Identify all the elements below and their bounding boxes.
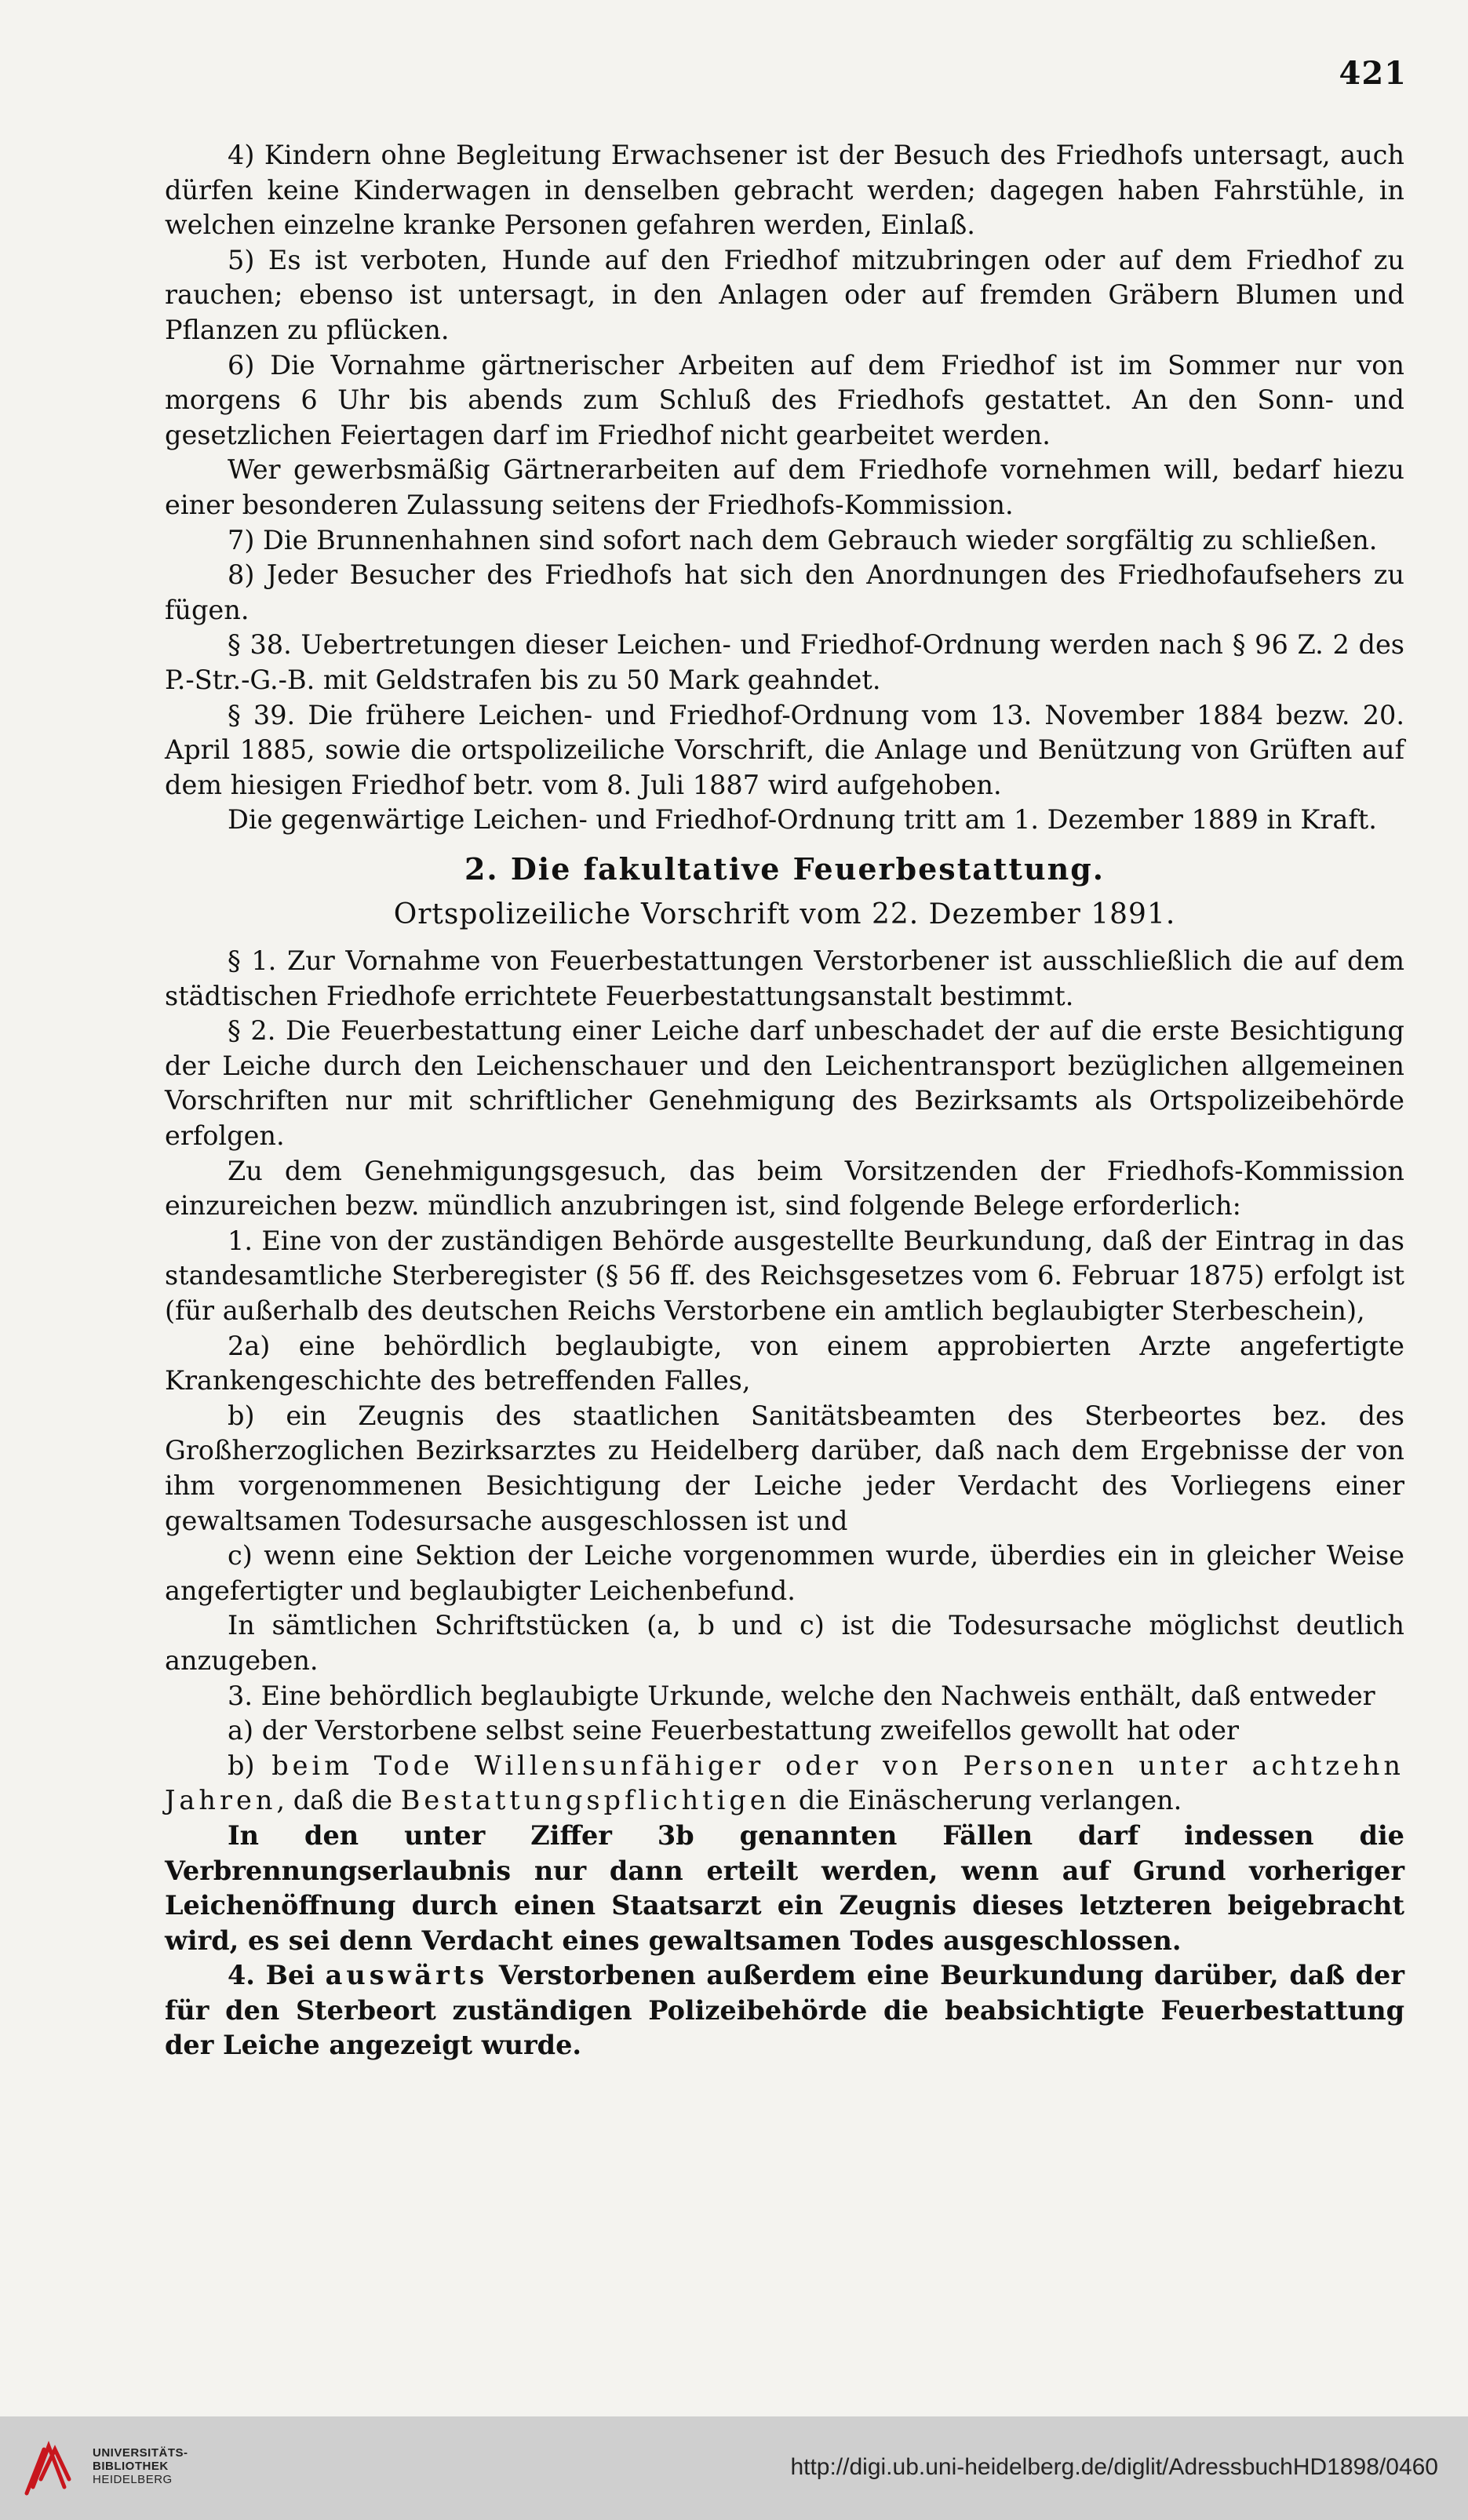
footer-bar [0, 2416, 1468, 2520]
section-heading: 2. Die fakultative Feuerbestattung. [464, 850, 1106, 887]
page-body [165, 138, 1404, 2063]
paragraph: 7) Die Brunnenhahnen sind sofort nach dem Gebrauch wieder sorgfältig zu schließen. [228, 524, 1378, 555]
library-name [93, 2446, 188, 2486]
page-number: 421 [1339, 55, 1407, 92]
text-segment: die Einäscherung verlangen. [790, 1785, 1182, 1816]
text-segment: Verstorbenen außerdem eine Beurkundung darüber, daß der für den Sterbeort zuständigen Polizeibehörde die beabsichtigte Feuerbestattung der Leiche angezeigt wurde. [165, 1960, 1404, 2061]
paragraph: b) ein Zeugnis des staatlichen Sanitätsbeamten des Sterbeortes bez. des Großherzoglichen Bezirksarztes zu Heidelberg darüber, daß nach dem Ergebnisse der von ihm vorgenommenen Besichtigung der Leiche jeder Verdacht des Vorliegens einer gewaltsamen Todesursache ausgeschlossen ist und [165, 1400, 1404, 1536]
text-segment: , daß die [276, 1785, 401, 1816]
paragraph: § 2. Die Feuerbestattung einer Leiche darf unbeschadet der auf die erste Besichtigung der Leiche durch den Leichenschauer und den Leichentransport bezüglichen allgemeinen Vorschriften nur mit schriftlicher Genehmigung des Bezirksamts als Ortspolizeibehörde erfolgen. [165, 1015, 1404, 1152]
paragraph: 8) Jeder Besucher des Friedhofs hat sich den Anordnungen des Friedhofaufsehers zu fügen. [165, 559, 1404, 625]
section-subheading: Ortspolizeiliche Vorschrift vom 22. Dezember 1891. [393, 898, 1176, 931]
library-name-line: HEIDELBERG [93, 2473, 173, 2486]
paragraph: § 1. Zur Vornahme von Feuerbestattungen Verstorbener ist ausschließlich die auf dem städtischen Friedhofe errichtete Feuerbestattungsanstalt bestimmt. [165, 945, 1404, 1011]
paragraph: Die gegenwärtige Leichen- und Friedhof-Ordnung tritt am 1. Dezember 1889 in Kraft. [228, 804, 1377, 836]
emphasized-text: Bestattungspflichtigen [400, 1785, 791, 1816]
paragraph: 3. Eine behördlich beglaubigte Urkunde, welche den Nachweis enthält, daß entweder [228, 1680, 1375, 1711]
library-name-line: UNIVERSITÄTS- [93, 2446, 188, 2460]
university-library-logo-icon [17, 2432, 88, 2503]
paragraph: c) wenn eine Sektion der Leiche vorgenommen wurde, überdies ein in gleicher Weise angefertigter und beglaubigter Leichenbefund. [165, 1540, 1404, 1606]
library-name-line: BIBLIOTHEK [93, 2460, 169, 2473]
text-segment: 4. Bei [228, 1960, 326, 1991]
paragraph: 1. Eine von der zuständigen Behörde ausgestellte Beurkundung, daß der Eintrag in das standesamtliche Sterberegister (§ 56 ff. des Reichsgesetzes vom 6. Februar 1875) erfolgt ist (für außerhalb des deutschen Reichs Verstorbene ein amtlich beglaubigter Sterbeschein), [165, 1225, 1404, 1326]
paragraph: a) der Verstorbene selbst seine Feuerbestattung zweifellos gewollt hat oder [228, 1715, 1239, 1746]
paragraph-4 [165, 1958, 1404, 2063]
paragraph: 5) Es ist verboten, Hunde auf den Friedhof mitzubringen oder auf dem Friedhof zu rauchen; ebenso ist untersagt, in den Anlagen oder auf fremden Gräbern Blumen und Pflanzen zu pflücken. [165, 244, 1404, 345]
paragraph: § 39. Die frühere Leichen- und Friedhof-Ordnung vom 13. November 1884 bezw. 20. April 1885, sowie die ortspolizeiliche Vorschrift, die Anlage und Benützung von Grüften auf dem hiesigen Friedhof betr. vom 8. Juli 1887 wird aufgehoben. [165, 699, 1404, 800]
paragraph: § 38. Uebertretungen dieser Leichen- und Friedhof-Ordnung werden nach § 96 Z. 2 des P.-Str.-G.-B. mit Geldstrafen bis zu 50 Mark geahndet. [165, 629, 1404, 695]
emphasized-text: beim Tode Willensunfähiger oder von Personen unter achtzehn Jahren [165, 1750, 1404, 1816]
paragraph: Zu dem Genehmigungsgesuch, das beim Vorsitzenden der Friedhofs-Kommission einzureichen bezw. mündlich anzubringen ist, sind folgende Belege erforderlich: [165, 1155, 1404, 1222]
paragraph-3b [165, 1749, 1404, 1819]
emphasized-text: auswärts [325, 1960, 489, 1991]
paragraph: 4) Kindern ohne Begleitung Erwachsener ist der Besuch des Friedhofs untersagt, auch dürfen keine Kinderwagen in denselben gebracht werden; dagegen haben Fahrstühle, in welchen einzelne kranke Personen gefahren werden, Einlaß. [165, 140, 1404, 241]
paragraph: In den unter Ziffer 3b genannten Fällen darf indessen die Verbrennungserlaubnis nur dann erteilt werden, wenn auf Grund vorheriger Leichenöffnung durch einen Staatsarzt ein Zeugnis dieses letzteren beigebracht wird, es sei denn Verdacht eines gewaltsamen Todes ausgeschlossen. [165, 1819, 1404, 1956]
text-segment: b) [228, 1750, 272, 1781]
paragraph: In sämtlichen Schriftstücken (a, b und c) ist die Todesursache möglichst deutlich anzugeben. [165, 1610, 1404, 1676]
paragraph: 6) Die Vornahme gärtnerischer Arbeiten auf dem Friedhof ist im Sommer nur von morgens 6 Uhr bis abends zum Schluß des Friedhofs gestattet. An den Sonn- und gesetzlichen Feiertagen darf im Friedhof nicht gearbeitet werden. [165, 349, 1404, 450]
paragraph: Wer gewerbsmäßig Gärtnerarbeiten auf dem Friedhofe vornehmen will, bedarf hiezu einer besonderen Zulassung seitens der Friedhofs-Kommission. [165, 454, 1404, 520]
paragraph: 2a) eine behördlich beglaubigte, von einem approbierten Arzte angefertigte Krankengeschichte des betreffenden Falles, [165, 1330, 1404, 1397]
source-url-link[interactable]: http://digi.ub.uni-heidelberg.de/diglit/AdressbuchHD1898/0460 [790, 2454, 1438, 2480]
